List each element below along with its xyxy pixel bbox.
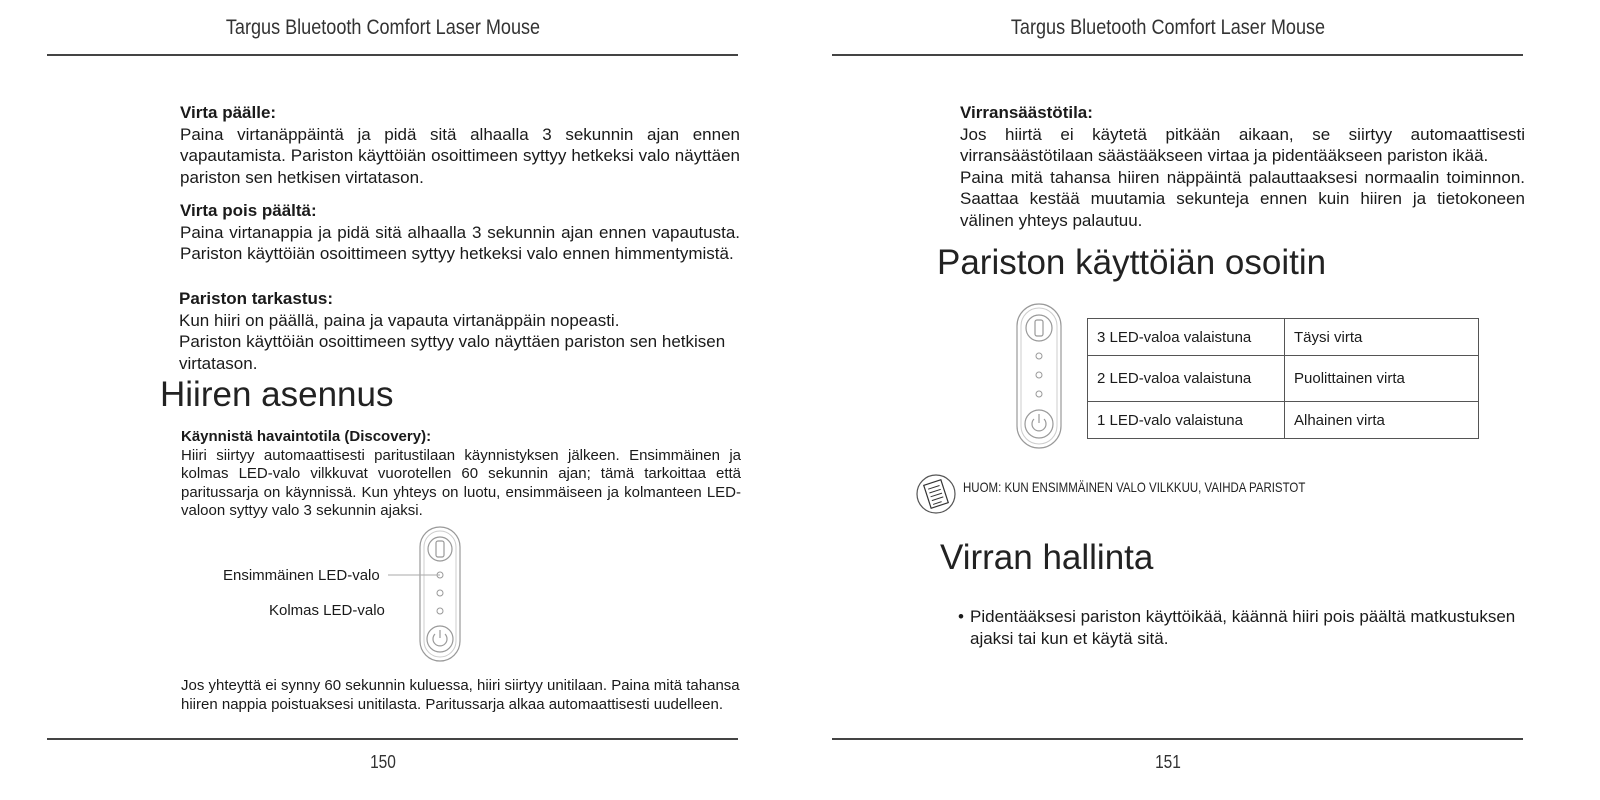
battery-led-table bbox=[1087, 318, 1479, 439]
callout-third-led: Kolmas LED-valo bbox=[269, 602, 385, 619]
callout-first-led: Ensimmäinen LED-valo bbox=[223, 567, 380, 584]
discovery-heading: Käynnistä havaintotila (Discovery): bbox=[181, 428, 432, 445]
running-head: Targus Bluetooth Comfort Laser Mouse bbox=[225, 16, 541, 39]
table-cell-leds: 3 LED-valoa valaistuna bbox=[1088, 319, 1285, 356]
left-page bbox=[28, 0, 788, 800]
bullet-item bbox=[958, 606, 1528, 649]
running-head: Targus Bluetooth Comfort Laser Mouse bbox=[1010, 16, 1326, 39]
bullet-text-line1: Pidentääksesi pariston käyttöikää, käännä hiiri pois päältä matkustuksen bbox=[970, 607, 1516, 626]
battery-check-line2: Pariston käyttöiän osoittimeen syttyy valo näyttäen pariston sen hetkisen virtatason. bbox=[179, 332, 726, 373]
discovery-text: Hiiri siirtyy automaattisesti paritustilaan käynnistyksen jälkeen. Ensimmäinen ja kolmas LED-valo vilkkuvat vuorotellen 60 sekunnin ajan; tämä tarkoittaa että paritussarja on käynnissä. Kun yhteys on luotu, ensimmäiseen ja kolmanteen LED-valoon syttyy valo 3 sekunnin ajaksi. bbox=[181, 446, 741, 519]
section-power-saving bbox=[960, 102, 1525, 231]
table-cell-status: Puolittainen virta bbox=[1285, 356, 1479, 402]
callout-leader-lines bbox=[388, 560, 444, 610]
note-icon bbox=[915, 473, 957, 515]
mouse-battery-illustration bbox=[1015, 302, 1065, 452]
header-rule bbox=[832, 54, 1523, 56]
section-battery-check bbox=[179, 288, 740, 374]
battery-check-line1: Kun hiiri on päällä, paina ja vapauta virtanäppäin nopeasti. bbox=[179, 310, 620, 330]
section-power-on bbox=[180, 102, 740, 188]
mouse-outline bbox=[1017, 304, 1061, 448]
power-off-text: Paina virtanappia ja pidä sitä alhaalla 3 sekunnin ajan ennen vapautusta. Pariston käyttöiän osoittimeen syttyy hetkeksi valo ennen himmentymistä. bbox=[180, 222, 740, 263]
power-on-text: Paina virtanäppäintä ja pidä sitä alhaalla 3 sekunnin ajan ennen vapautamista. Pariston käyttöiän osoittimeen syttyy hetkeksi valo näyttäen pariston sen hetkisen virtatason. bbox=[180, 124, 740, 187]
note-text: HUOM: KUN ENSIMMÄINEN VALO VILKKUU, VAIHDA PARISTOT bbox=[963, 479, 1306, 495]
table-row bbox=[1088, 402, 1479, 439]
table-cell-leds: 2 LED-valoa valaistuna bbox=[1088, 356, 1285, 402]
table-cell-leds: 1 LED-valo valaistuna bbox=[1088, 402, 1285, 439]
table-cell-status: Täysi virta bbox=[1285, 319, 1479, 356]
no-connection-text bbox=[181, 677, 741, 714]
power-on-heading: Virta päälle: bbox=[180, 103, 277, 122]
section-discovery bbox=[181, 428, 741, 521]
section-title-power-management: Virran hallinta bbox=[940, 538, 1154, 577]
no-connection-paragraph: Jos yhteyttä ei synny 60 sekunnin kuluessa, hiiri siirtyy unitilaan. Paina mitä tahansa hiiren nappia poistuaksesi unitilasta. Paritussarja alkaa automaattisesti uudelleen. bbox=[181, 677, 740, 713]
section-title-battery-indicator: Pariston käyttöiän osoitin bbox=[937, 243, 1327, 282]
footer-rule bbox=[47, 738, 738, 740]
footer-rule bbox=[832, 738, 1523, 740]
power-saving-heading: Virransäästötila: bbox=[960, 103, 1093, 122]
page-number: 151 bbox=[1155, 752, 1181, 772]
table-row bbox=[1088, 319, 1479, 356]
section-title-mouse-installation: Hiiren asennus bbox=[160, 375, 394, 414]
power-saving-para2: Paina mitä tahansa hiiren näppäintä palauttaaksesi normaalin toiminnon. Saattaa kestää muutamia sekunteja ennen kuin hiiren ja tietokoneen välinen yhteys palautuu. bbox=[960, 167, 1525, 230]
right-page bbox=[830, 0, 1590, 800]
power-off-heading: Virta pois päältä: bbox=[180, 201, 317, 220]
section-power-off bbox=[180, 200, 740, 265]
battery-check-heading: Pariston tarkastus: bbox=[179, 289, 333, 308]
page-number: 150 bbox=[370, 752, 396, 772]
header-rule bbox=[47, 54, 738, 56]
bullet-text-line2: ajaksi tai kun et käytä sitä. bbox=[970, 628, 1169, 648]
power-saving-para1: Jos hiirtä ei käytetä pitkään aikaan, se siirtyy automaattisesti virransäästötilaan säästääkseen virtaa ja pidentääkseen pariston ikää. bbox=[960, 124, 1525, 165]
bullet-marker: • bbox=[958, 607, 964, 626]
table-row bbox=[1088, 356, 1479, 402]
table-cell-status: Alhainen virta bbox=[1285, 402, 1479, 439]
